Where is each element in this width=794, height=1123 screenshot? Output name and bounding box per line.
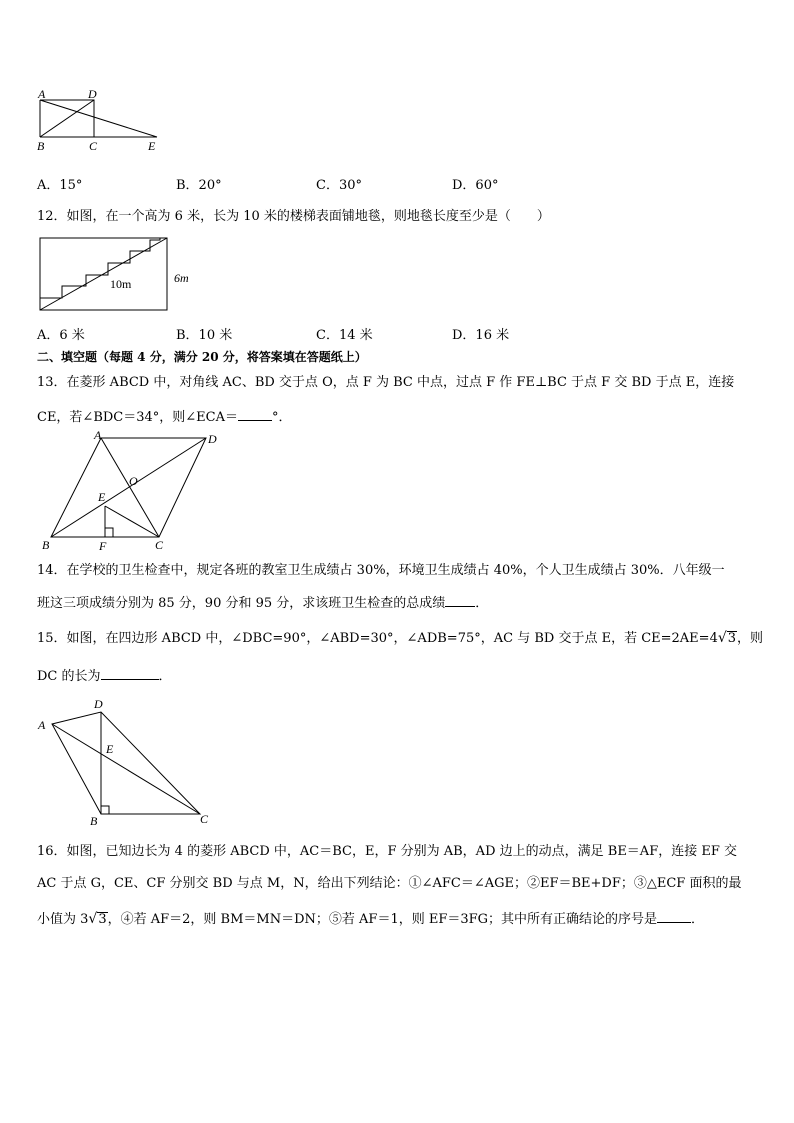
sqrt-symbol: √ [717, 630, 727, 646]
q16-line-3-text: 小值为 3 [37, 912, 89, 927]
figure-q11-svg [30, 86, 170, 152]
q15-line-1 [37, 630, 763, 647]
q12-option-d: D．16 米 [452, 328, 510, 343]
fig12-stairs [40, 238, 160, 298]
q11-option-b: B．20° [176, 178, 222, 193]
fig15-right-angle [101, 806, 109, 814]
fig11-label-c: C [89, 139, 98, 152]
q16-line-3-rest: ，④若 AF＝2，则 BM＝MN＝DN；⑤若 AF＝1，则 EF＝3FG；其中所有正确结论的序号是 [107, 912, 658, 927]
q16-line-2: AC 于点 G，CE、CF 分别交 BD 与点 M，N，给出下列结论：①∠AFC＝∠AGE；②EF＝BE+DF；③△ECF 面积的最 [37, 876, 742, 891]
fig11-label-a: A [38, 87, 46, 101]
q12-option-b: B．10 米 [176, 328, 233, 343]
fig15-label-d: D [94, 697, 103, 711]
figure-q15-quadrilateral [34, 694, 224, 830]
fig15-label-a: A [38, 718, 46, 732]
fig11-label-b: B [37, 139, 45, 152]
fig13-label-b: B [42, 538, 50, 552]
section-heading-fill-in: 二、填空题（每题 4 分，满分 20 分，将答案填在答题纸上） [37, 350, 367, 364]
q12-question-text: 12．如图，在一个高为 6 米，长为 10 米的楼梯表面铺地毯，则地毯长度至少是（ ） [37, 209, 550, 224]
q14-line-1: 14．在学校的卫生检查中，规定各班的教室卫生成绩占 30%，环境卫生成绩占 40%，个人卫生成绩占 30%．八年级一 [37, 563, 725, 578]
q16-answer-blank[interactable] [657, 910, 691, 923]
fig11-label-d: D [88, 87, 97, 101]
fig15-label-b: B [90, 814, 98, 828]
q13-line-2-end: °． [272, 410, 292, 425]
q15-line-1-end: ，则 [737, 631, 764, 646]
fig11-line-ae [40, 100, 157, 137]
q16-sqrt-value: 3 [98, 912, 107, 927]
fig13-label-f: F [99, 539, 107, 553]
figure-q13-rhombus [36, 428, 226, 554]
fig15-label-e: E [106, 742, 114, 756]
fig15-quad [52, 712, 200, 814]
q14-answer-blank[interactable] [445, 594, 475, 607]
q16-line-1: 16．如图，已知边长为 4 的菱形 ABCD 中，AC＝BC，E，F 分别为 AB，AD 边上的动点，满足 BE＝AF，连接 EF 交 [37, 844, 737, 859]
figure-q11 [30, 86, 170, 152]
fig13-right-angle [105, 528, 113, 537]
q14-line-2 [37, 594, 488, 612]
q13-line-1: 13．在菱形 ABCD 中，对角线 AC、BD 交于点 O，点 F 为 BC 中点，过点 F 作 FE⊥BC 于点 F 交 BD 于点 E，连接 [37, 375, 735, 390]
q15-line-1-text: 15．如图，在四边形 ABCD 中，∠DBC=90°，∠ABD=30°，∠ADB=75°，AC 与 BD 交于点 E，若 CE=2AE=4 [37, 631, 718, 646]
q14-line-2-text: 班这三项成绩分别为 85 分，90 分和 95 分，求该班卫生检查的总成绩 [37, 596, 446, 611]
q11-option-d: D．60° [452, 178, 499, 193]
q15-line-2-text: DC 的长为 [37, 669, 101, 684]
q15-line-2 [37, 667, 172, 685]
fig13-label-o: O [129, 474, 138, 488]
fig15-label-c: C [200, 812, 209, 826]
q13-line-2-text: CE，若∠BDC＝34°，则∠ECA＝ [37, 410, 239, 425]
q15-line-2-end: ． [158, 669, 172, 684]
fig13-label-a: A [94, 428, 102, 442]
q16-line-3-end: ． [691, 912, 705, 927]
q16-line-3 [37, 910, 704, 928]
fig12-slope [40, 238, 167, 310]
q12-option-a: A．6 米 [37, 328, 85, 343]
fig13-label-d: D [208, 432, 217, 446]
q11-option-c: C．30° [316, 178, 362, 193]
q13-line-2 [37, 408, 292, 426]
q14-line-2-end: ． [475, 596, 489, 611]
q11-option-a: A．15° [37, 178, 83, 193]
fig12-label-length: 10m [110, 277, 132, 291]
fig12-label-height: 6m [174, 271, 189, 285]
q15-answer-blank[interactable] [101, 667, 159, 680]
sqrt-symbol: √ [88, 911, 98, 927]
q15-sqrt-value: 3 [727, 631, 737, 646]
figure-q12-staircase [34, 232, 204, 314]
fig13-label-e: E [98, 490, 106, 504]
fig13-label-c: C [155, 538, 164, 552]
fig11-label-e: E [148, 139, 156, 152]
q13-answer-blank[interactable] [238, 408, 272, 421]
q12-option-c: C．14 米 [316, 328, 373, 343]
fig11-diag-bd [40, 100, 94, 137]
